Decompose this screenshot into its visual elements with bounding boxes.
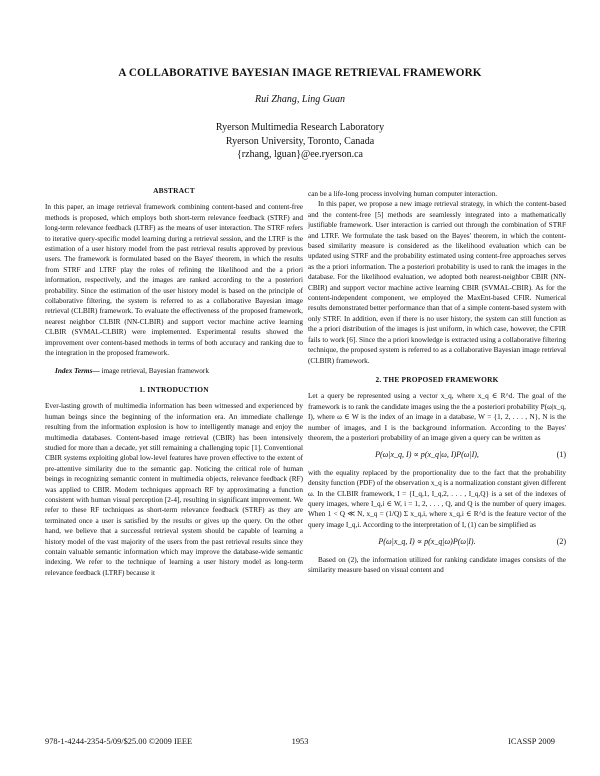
equation-2-number: (2) — [556, 537, 566, 547]
equation-1-number: (1) — [556, 450, 566, 460]
abstract-text: In this paper, an image retrieval framework combining content-based and content-free methods is proposed, which employs both short-term relevance feedback (STRF) and long-term relevance feedback (LTRF) as the means of user interaction. The STRF refers to iterative query-specific model learning during a retrieval session, and the LTRF is the estimation of a user history model from the past retrieval results approved by previous users. The framework is formulated based on the Bayes' theorem, in which the results from STRF and LTRF play the roles of refining the likelihood and the a priori information, respectively, and the images are ranked according to the a posteriori probability. Since the estimation of the user history model is based on the principle of collaborative filtering, the system is referred to as a collaborative Bayesian image retrieval (CLBIR) framework. To evaluate the effectiveness of the proposed framework, nearest neighbor CLBIR (NN-CLBIR) and support vector machine active learning CLBIR (SVMAL-CLBIR) were implemented. Experimental results showed the improvement over content-based methods in terms of both accuracy and ranking due to the integration in the proposed framework. — [45, 203, 303, 358]
intro-heading: 1. INTRODUCTION — [139, 384, 209, 394]
equation-2 — [308, 537, 566, 547]
footer-page-number: 1953 — [291, 737, 309, 746]
footer-isbn: 978-1-4244-2354-5/09/$25.00 ©2009 IEEE — [45, 737, 193, 746]
framework-heading: 2. THE PROPOSED FRAMEWORK — [375, 374, 499, 384]
footer-conference: ICASSP 2009 — [508, 737, 555, 746]
index-terms — [45, 366, 303, 376]
intro-text: Ever-lasting growth of multimedia information has been witnessed and experienced by human beings since the beginning of the information era. An immediate challenge resulting from the information explosion is how to intelligently manage and enjoy the multimedia databases. Content-based image retrieval (CBIR) has been intensively studied for more than a decade, yet still remaining a challenging topic [1]. Conventional CBIR systems exploiting global low-level features have proven effective to the extent of pre-attentive similarity due to the semantic gap. Noticing the critical role of human beings in recognizing semantic content in multimedia objects, relevance feedback (RF) was applied to CBIR. Modern techniques approach RF by approximating a function consistent with human visual perception [2-4], resulting in significant improvement. We refer to these RF techniques as short-term relevance feedback (STRF) as they are terminated once a user is satisfied by the results or gives up the query. On the other hand, we believe that a successful retrieval system should be capable of learning a history model of the vast majority of the users from the past retrieval results since they contain valuable semantic information which may improve the database-wide semantic indexing. We refer to the technique of learning a user history model as long-term relevance feedback (LTRF) because it — [45, 402, 303, 577]
framework-paragraph-1: Let a query be represented using a vector x_q, where x_q ∈ R^d. The goal of the framework is to rank the candidate images using the the a posteriori probability P(ω|x_q, I), where ω ∈ W is the index of an image in a database, W = {1, 2, . . . , N}, N is the number of images, and I is the background information. According to the Bayes' theorem, the a posteriori probability of an image given a query can be written as — [308, 392, 566, 442]
abstract-heading: ABSTRACT — [153, 186, 195, 195]
framework-paragraph-2: with the equality replaced by the proportionality due to the fact that the probability density function (PDF) of the observation x_q is a normalization constant given different ω. In the CLBIR framework, I = {I_q,1, I_q,2, . . . , I_q,Q} is a set of the indexes of query images, where I_q,i ∈ W, i = 1, 2, . . . , Q, and Q is the number of query images. When 1 < Q ≪ N, x_q = (1/Q) Σ x_q,i, where x_q,i ∈ R^d is the feature vector of the query image I_q,i. According to the interpretation of I, (1) can be simplified as — [308, 468, 566, 529]
affiliation — [0, 121, 600, 162]
right-column — [308, 189, 566, 575]
equation-1 — [308, 450, 566, 460]
index-terms-label: Index Terms— — [55, 366, 100, 375]
equation-2-formula: P(ω|x_q, I) ∝ p(x_q|ω)P(ω|I). — [378, 537, 476, 547]
index-terms-text: image retrieval, Bayesian framework — [99, 366, 209, 375]
equation-1-formula: P(ω|x_q, I) ∝ p(x_q|ω, I)P(ω|I), — [375, 450, 479, 460]
intro-paragraph-2: In this paper, we propose a new image retrieval strategy, in which the content-based and the content-free [5] methods are seamlessly integrated into a mathematically justifiable framework. User interaction is carried out through the combination of STRF and LTRF. We formulate the task based on the Bayes' theorem, in which the content-based similarity measure is considered as the likelihood evaluation which can be updated using STRF and the probability estimated using content-free approaches serves as the a priori information. The a posteriori probability is used to rank the images in the database. For the likelihood evaluation, we adopted both nearest-neighbor CBIR (NN-CBIR) and support vector machine active learning CBIR (SVMAL-CBIR). As for the content-independent component, we employed the MaxEnt-based CFIR. Numerical results demonstrated better performance than that of a simple content-based system with only STRF. In addition, even if there is no user history, the system can still function as the a priori distribution of the images is just uniform, in which case, however, the CFIR fails to work [6]. Since the a priori knowledge is extracted using a collaborative filtering technique, the proposed system is referred to as a collaborative Bayesian image retrieval (CLBIR) framework. — [308, 200, 566, 365]
left-column — [45, 186, 303, 578]
affiliation-line-2: Ryerson University, Toronto, Canada — [225, 135, 375, 147]
paper-title: A COLLABORATIVE BAYESIAN IMAGE RETRIEVAL FRAMEWORK — [118, 67, 482, 79]
affiliation-line-1: Ryerson Multimedia Research Laboratory — [215, 122, 385, 133]
intro-continuation: can be a life-long process involving human computer interaction. — [308, 190, 498, 198]
authors: Rui Zhang, Ling Guan — [254, 94, 345, 105]
affiliation-email: {rzhang, lguan}@ee.ryerson.ca — [237, 149, 363, 160]
framework-paragraph-3: Based on (2), the information utilized for ranking candidate images consists of the similarity measure based on visual content and — [308, 555, 566, 574]
